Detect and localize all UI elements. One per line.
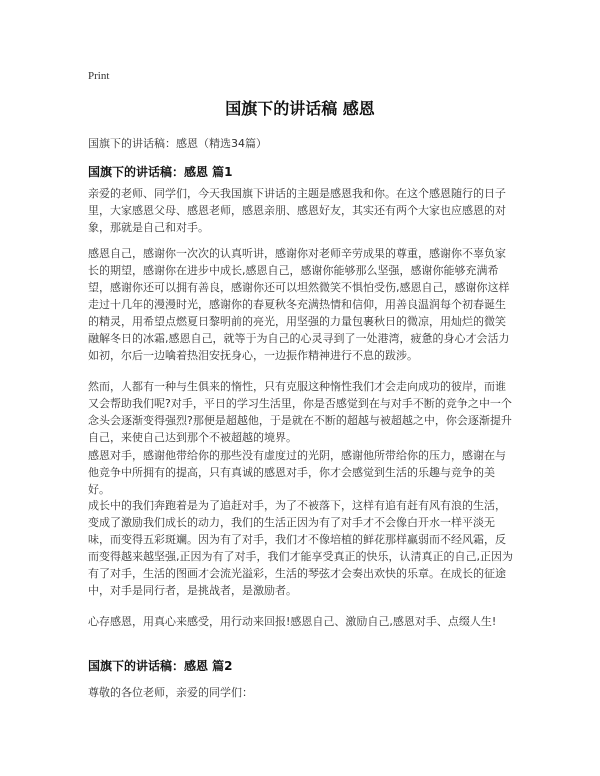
paragraph: 心存感恩，用真心来感受，用行动来回报!感恩自己、激励自己,感恩对手、点缀人生! xyxy=(88,615,497,628)
paragraph: 尊敬的各位老师，亲爱的同学们： xyxy=(88,686,253,699)
page-title: 国旗下的讲话稿 感恩 xyxy=(225,99,375,118)
print-link[interactable]: Print xyxy=(88,70,110,82)
paragraph: 亲爱的老师、同学们，今天我国旗下讲话的主题是感恩我和你。在这个感恩随行的日子里，大家感恩父母、感恩老师，感恩亲朋、感恩好友，其实还有两个大家也应感恩的对象，那就是自己和对手。 xyxy=(88,187,506,234)
section-heading-1: 国旗下的讲话稿：感恩 篇1 xyxy=(88,165,233,179)
section-heading-2: 国旗下的讲话稿：感恩 篇2 xyxy=(88,659,233,673)
paragraph: 成长中的我们奔跑着是为了追赶对手，为了不被落下，这样有追有赶有风有浪的生活，变成了激励我们成长的动力，我们的生活正因为有了对手才不会像白开水一样平淡无味，而变得五彩斑斓。因为有了对手，我们才不像培植的鲜花那样羸弱而不经风霜，反而变得越来越坚强,正因为有了对手，我们才能享受真正的快乐，认清真正的自己,正因为有了对手，生活的图画才会流光溢彩，生活的琴弦才会奏出欢快的乐章。在成长的征途中，对手是同行者，是挑战者，是激励者。 xyxy=(88,499,513,597)
paragraph: 感恩自己，感谢你一次次的认真听讲，感谢你对老师辛劳成果的尊重，感谢你不辜负家长的期望，感谢你在进步中成长,感恩自己，感谢你能够那么坚强，感谢你能够充满希望，感谢你还可以拥有善良，感谢你还可以坦然微笑不惧怕受伤,感恩自己，感谢你这样走过十几年的漫漫时光，感谢你的春夏秋冬充满热情和信仰，用善良温润每个初春诞生的精灵，用希望点燃夏日黎明前的亮光，用坚强的力量包裹秋日的微凉，用灿烂的微笑融解冬日的冰霜,感恩自己，就等于为自己的心灵寻到了一处港湾，疲惫的身心才会活力如初，尔后一边噙着热泪安抚身心，一边振作精神进行不息的跋涉。 xyxy=(88,247,510,362)
document-subtitle: 国旗下的讲话稿：感恩（精选34篇） xyxy=(88,137,267,150)
paragraph: 感恩对手，感谢他带给你的那些没有虚度过的光阴，感谢他所带给你的压力，感谢在与他竞争中所拥有的提高，只有真诚的感恩对手，你才会感觉到生活的乐趣与竞争的美好。 xyxy=(88,449,506,496)
paragraph: 然而，人都有一种与生俱来的惰性，只有克服这种惰性我们才会走向成功的彼岸，而谁又会帮助我们呢?对手，平日的学习生活里，你是否感觉到在与对手不断的竞争之中一个念头会逐渐变得强烈?那便是超越他，于是就在不断的超越与被超越之中，你会逐渐提升自己，来使自己达到那个不被超越的境界。 xyxy=(88,380,512,444)
